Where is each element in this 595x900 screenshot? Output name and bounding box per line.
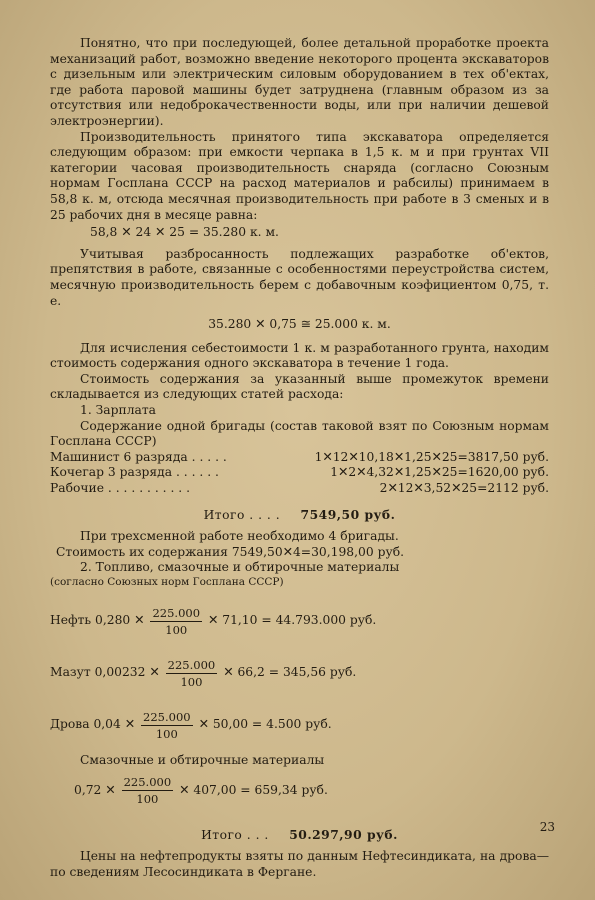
total-wages	[50, 507, 549, 524]
paragraph-prices-source: Цены на нефтепродукты взяты по данным Нефтесиндиката, на дрова—по сведениям Лесосиндиката в Фергане.	[50, 849, 549, 879]
wage-row	[50, 465, 549, 481]
total-label: Итого . . . .	[203, 507, 281, 522]
paragraph-cost-intro: Для исчисления себестоимости 1 к. м разработанного грунта, находим стоимость содержания одного экскаватора в течение 1 года.	[50, 340, 549, 371]
fuel-formula-mazut	[50, 653, 549, 693]
wages-table	[50, 450, 549, 497]
total-value: 7549,50 руб.	[300, 506, 396, 522]
fraction-denominator: 100	[180, 674, 203, 689]
fraction-numerator: 225.000	[152, 605, 201, 620]
equation-monthly-output: 58,8 ✕ 24 ✕ 25 = 35.280 к. м.	[90, 225, 279, 240]
wage-label: Рабочие . . . . . . . . . . .	[50, 481, 191, 496]
wage-row	[50, 481, 549, 497]
fuel-name: Дрова	[50, 717, 90, 732]
item-fuel-heading: 2. Топливо, смазочные и обтирочные материалы	[80, 560, 400, 575]
paragraph-coefficient: Учитывая разбросанность подлежащих разработке об'ектов, препятствия в работе, связанные с особенностями переустройства систем, месячную производительность берем с добавочным коэфициентом 0,75, т. е.	[50, 246, 549, 308]
wage-row	[50, 450, 549, 466]
wage-calc: 1✕12✕10,18✕1,25✕25=3817,50 руб.	[314, 449, 549, 464]
lubes-result: ✕ 407,00 = 659,34 руб.	[179, 782, 328, 797]
fuel-coef: 0,00232 ✕	[94, 665, 160, 680]
fraction	[150, 606, 202, 637]
paragraph-productivity: Производительность принятого типа экскаватора определяется следующим образом: при емкости черпака в 1,5 к. м и при грунтах VII категории часовая производительность снаряда (согласно Союзным нормам Госплана СССР на расход материалов и рабсилы) принимаем в 58,8 к. м, отсюда месячная производительность при работе в 3 сменых и в 25 рабочих дня в месяце равна:	[50, 129, 549, 222]
fraction-numerator: 225.000	[143, 709, 191, 724]
fraction	[166, 658, 218, 689]
fuel-coef: 0,04 ✕	[93, 717, 136, 732]
fraction-denominator: 100	[136, 792, 159, 807]
paragraph-brigade-cost: Стоимость их содержания 7549,50✕4=30,198,00 руб.	[56, 544, 405, 559]
lubes-formula	[50, 771, 549, 811]
fraction-denominator: 100	[155, 726, 178, 741]
fuel-note: (согласно Союзных норм Госплана СССР)	[50, 576, 284, 588]
fuel-coef: 0,280 ✕	[95, 613, 145, 628]
wage-calc: 2✕12✕3,52✕25=2112 руб.	[379, 481, 549, 496]
fraction-denominator: 100	[165, 622, 188, 637]
equation-adjusted-output: 35.280 ✕ 0,75 ≅ 25.000 к. м.	[208, 317, 391, 332]
total-value: 50.297,90 руб.	[289, 826, 398, 842]
total-label: Итого . . .	[201, 827, 269, 842]
fraction-numerator: 225.000	[123, 775, 172, 790]
item-wages-heading: 1. Зарплата	[80, 403, 156, 418]
fraction-numerator: 225.000	[167, 657, 216, 672]
page-number: 23	[539, 820, 555, 834]
paragraph-1: Понятно, что при последующей, более детальной проработке проекта механизаций работ, возможно введение некоторого процента экскаваторов с дизельным или электрическим силовым оборудованием в тех об'ектах, где работа паровой машины будет затруднена (главным образом из за отсутствия или недоброкачественности воды, или при наличии дешевой электроэнергии).	[50, 36, 549, 128]
wage-label: Машинист 6 разряда . . . . .	[50, 449, 227, 464]
lubes-coef: 0,72 ✕	[74, 782, 116, 797]
paragraph-shifts: При трехсменной работе необходимо 4 бригады.	[80, 529, 399, 544]
fuel-result: ✕ 71,10 = 44.793.000 руб.	[208, 613, 377, 628]
total-fuel	[50, 827, 549, 844]
fuel-result: ✕ 66,2 = 345,56 руб.	[223, 665, 357, 680]
wage-label: Кочегар 3 разряда . . . . . .	[50, 465, 219, 480]
paragraph-brigade: Содержание одной бригады (состав таковой взят по Союзным нормам Госплана СССР)	[50, 418, 549, 449]
fraction	[122, 775, 174, 806]
fraction	[141, 710, 193, 741]
lubes-label: Смазочные и обтирочные материалы	[80, 753, 325, 767]
fuel-formula-oil	[50, 601, 549, 641]
paragraph-expenses: Стоимость содержания за указанный выше промежуток времени складывается из следующих статей расхода:	[50, 371, 549, 402]
fuel-name: Мазут	[50, 665, 91, 680]
fuel-result: ✕ 50,00 = 4.500 руб.	[198, 717, 332, 732]
fuel-formula-wood	[50, 705, 549, 745]
fuel-name: Нефть	[50, 613, 92, 628]
wage-calc: 1✕2✕4,32✕1,25✕25=1620,00 руб.	[330, 465, 549, 480]
